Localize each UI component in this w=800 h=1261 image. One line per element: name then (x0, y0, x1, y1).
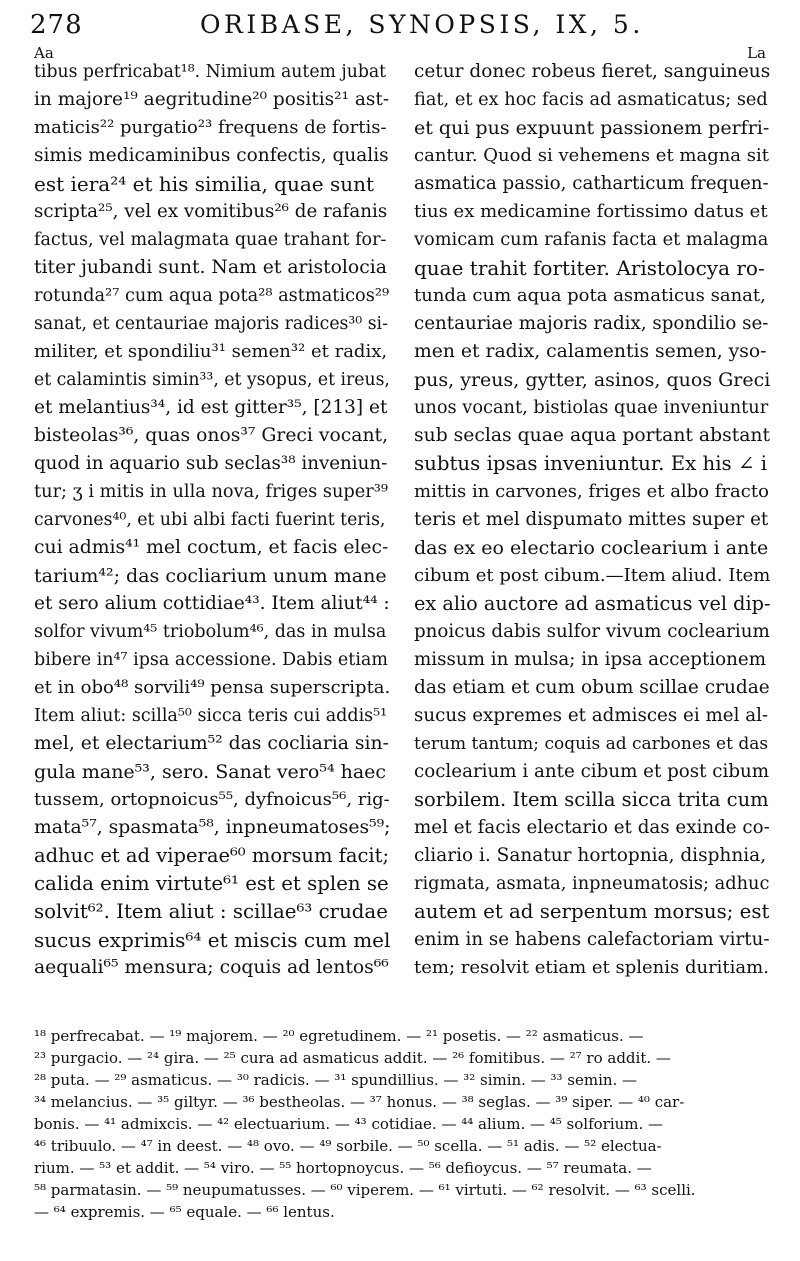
text-line: sanat, et centauriae majoris radices³⁰ si- (34, 314, 388, 334)
text-line: et sero alium cottidiae⁴³. Item aliut⁴⁴ : (34, 593, 390, 614)
text-line: enim in se habens calefactoriam virtu- (414, 929, 770, 950)
footnotes (34, 1025, 774, 1223)
text-line: carvones⁴⁰, et ubi albi facti fuerint teris, (34, 510, 386, 530)
footnote-line: ²⁸ puta. — ²⁹ asmaticus. — ³⁰ radicis. — ³¹ spundillius. — ³² simin. — ³³ semin. — (34, 1071, 638, 1089)
text-line: est iera²⁴ et his similia, quae sunt (34, 172, 375, 196)
text-line: gula mane⁵³, sero. Sanat vero⁵⁴ haec (34, 761, 387, 783)
text-line: sucus exprimis⁶⁴ et miscis cum mel (34, 928, 390, 952)
text-line: et in obo⁴⁸ sorvili⁴⁹ pensa superscripta. (34, 677, 390, 698)
text-line: calida enim virtute⁶¹ est et splen se (34, 872, 389, 895)
text-line: mel et facis electario et das exinde co- (414, 817, 770, 838)
text-line: missum in mulsa; in ipsa acceptionem (414, 649, 766, 670)
left-text-column (34, 58, 390, 982)
text-line: scripta²⁵, vel ex vomitibus²⁶ de rafanis (34, 201, 388, 222)
text-line: simis medicaminibus confectis, qualis (34, 145, 389, 166)
text-line: men et radix, calamentis semen, yso- (414, 341, 767, 362)
footnote-line: ⁴⁶ tribuulo. — ⁴⁷ in deest. — ⁴⁸ ovo. — ⁴⁹ sorbile. — ⁵⁰ scella. — ⁵¹ adis. — ⁵² electua- (34, 1137, 662, 1155)
footnote-line: rium. — ⁵³ et addit. — ⁵⁴ viro. — ⁵⁵ hortopnoycus. — ⁵⁶ defioycus. — ⁵⁷ reumata. — (34, 1159, 652, 1177)
text-line: adhuc et ad viperae⁶⁰ morsum facit; (34, 844, 390, 867)
text-line: bibere in⁴⁷ ipsa accessione. Dabis etiam (34, 650, 388, 670)
text-line: das ex eo electario coclearium i ante (414, 537, 769, 559)
text-line: tarium⁴²; das cocliarium unum mane (34, 565, 387, 587)
text-line: solvit⁶². Item aliut : scillae⁶³ crudae (34, 900, 388, 923)
footnote-line: ⁵⁸ parmatasin. — ⁵⁹ neupumatusses. — ⁶⁰ viperem. — ⁶¹ virtuti. — ⁶² resolvit. — ⁶³ scelli. (34, 1181, 696, 1199)
text-line: quod in aquario sub seclas³⁸ inveniun- (34, 453, 388, 474)
text-line: mel, et electarium⁵² das cocliaria sin- (34, 733, 389, 754)
text-line: coclearium i ante cibum et post cibum (414, 761, 770, 782)
text-line: titer jubandi sunt. Nam et aristolocia (34, 257, 387, 278)
right-text-column (414, 58, 770, 982)
text-line: ex alio auctore ad asmaticus vel dip- (414, 592, 770, 615)
manuscript-siglum-right: La (747, 44, 766, 62)
footnote-line: ³⁴ melancius. — ³⁵ giltyr. — ³⁶ bestheolas. — ³⁷ honus. — ³⁸ seglas. — ³⁹ siper. — ⁴⁰ car- (34, 1093, 685, 1111)
text-line: mittis in carvones, friges et albo fracto (414, 481, 769, 502)
footnote-line: bonis. — ⁴¹ admixcis. — ⁴² electuarium. — ⁴³ cotidiae. — ⁴⁴ alium. — ⁴⁵ solforium. — (34, 1115, 664, 1133)
text-line: Item aliut: scilla⁵⁰ sicca teris cui addis⁵¹ (34, 706, 388, 726)
text-line: asmatica passio, catharticum frequen- (414, 173, 769, 194)
text-line: cetur donec robeus fieret, sanguineus (414, 61, 770, 82)
text-line: solfor vivum⁴⁵ triobolum⁴⁶, das in mulsa (34, 622, 387, 642)
text-line: unos vocant, bistiolas quae inveniuntur (414, 398, 769, 418)
text-line: quae trahit fortiter. Aristolocya ro- (414, 256, 765, 280)
text-line: factus, vel malagmata quae trahant for- (34, 230, 387, 250)
footnote-line: — ⁶⁴ expremis. — ⁶⁵ equale. — ⁶⁶ lentus. (34, 1203, 335, 1221)
text-line: pnoicus dabis sulfor vivum coclearium (414, 621, 770, 642)
text-line: terum tantum; coquis ad carbones et das (414, 734, 769, 754)
text-line: et melantius³⁴, id est gitter³⁵, [213] et (34, 397, 388, 418)
footnote-line: ¹⁸ perfrecabat. — ¹⁹ majorem. — ²⁰ egretudinem. — ²¹ posetis. — ²² asmaticus. — (34, 1027, 644, 1045)
text-line: das etiam et cum obum scillae crudae (414, 677, 770, 698)
text-line: et calamintis simin³³, et ysopus, et ireus, (34, 370, 390, 390)
text-line: militer, et spondiliu³¹ semen³² et radix, (34, 341, 388, 362)
text-line: et qui pus expuunt passionem perfri- (414, 117, 770, 139)
text-line: cui admis⁴¹ mel coctum, et facis elec- (34, 537, 389, 558)
text-line: cantur. Quod si vehemens et magna sit (414, 145, 769, 166)
text-line: tur; ʒ i mitis in ulla nova, friges super³⁹ (34, 482, 388, 502)
text-line: subtus ipsas inveniuntur. Ex his ∠ i (414, 452, 768, 475)
text-line: autem et ad serpentum morsus; est (414, 900, 770, 923)
text-line: centauriae majoris radix, spondilio se- (414, 313, 769, 334)
text-line: in majore¹⁹ aegritudine²⁰ positis²¹ ast- (34, 89, 390, 110)
text-line: fiat, et ex hoc facis ad asmaticatus; sed (414, 90, 768, 110)
text-line: tem; resolvit etiam et splenis duritiam. (414, 957, 769, 978)
page-header (30, 10, 770, 44)
footnote-line: ²³ purgacio. — ²⁴ gira. — ²⁵ cura ad asmaticus addit. — ²⁶ fomitibus. — ²⁷ ro addit. — (34, 1049, 671, 1067)
text-line: cibum et post cibum.—Item aliud. Item (414, 565, 770, 586)
text-line: vomicam cum rafanis facta et malagma (414, 230, 769, 250)
text-line: sub seclas quae aqua portant abstant (414, 425, 770, 446)
text-line: aequali⁶⁵ mensura; coquis ad lentos⁶⁶ (34, 957, 389, 978)
running-title: ORIBASE, SYNOPSIS, IX, 5. (200, 10, 644, 39)
text-line: tunda cum aqua pota asmaticus sanat, (414, 285, 766, 306)
text-line: tibus perfricabat¹⁸. Nimium autem jubat (34, 62, 387, 82)
page-number: 278 (30, 10, 83, 40)
text-line: sorbilem. Item scilla sicca trita cum (414, 788, 769, 811)
text-line: teris et mel dispumato mittes super et (414, 509, 769, 530)
text-line: cliario i. Sanatur hortopnia, disphnia, (414, 845, 767, 866)
manuscript-siglum-left: Aa (34, 44, 54, 62)
text-line: tius ex medicamine fortissimo datus et (414, 201, 768, 222)
text-line: pus, yreus, gytter, asinos, quos Greci (414, 369, 770, 391)
text-line: rotunda²⁷ cum aqua pota²⁸ astmaticos²⁹ (34, 286, 390, 306)
text-line: tussem, ortopnoicus⁵⁵, dyfnoicus⁵⁶, rig- (34, 789, 390, 810)
text-line: sucus expremes et admisces ei mel al- (414, 705, 769, 726)
text-line: maticis²² purgatio²³ frequens de fortis- (34, 117, 387, 138)
text-line: mata⁵⁷, spasmata⁵⁸, inpneumatoses⁵⁹; (34, 817, 390, 838)
text-line: rigmata, asmata, inpneumatosis; adhuc (414, 874, 770, 894)
text-line: bisteolas³⁶, quas onos³⁷ Greci vocant, (34, 425, 389, 446)
